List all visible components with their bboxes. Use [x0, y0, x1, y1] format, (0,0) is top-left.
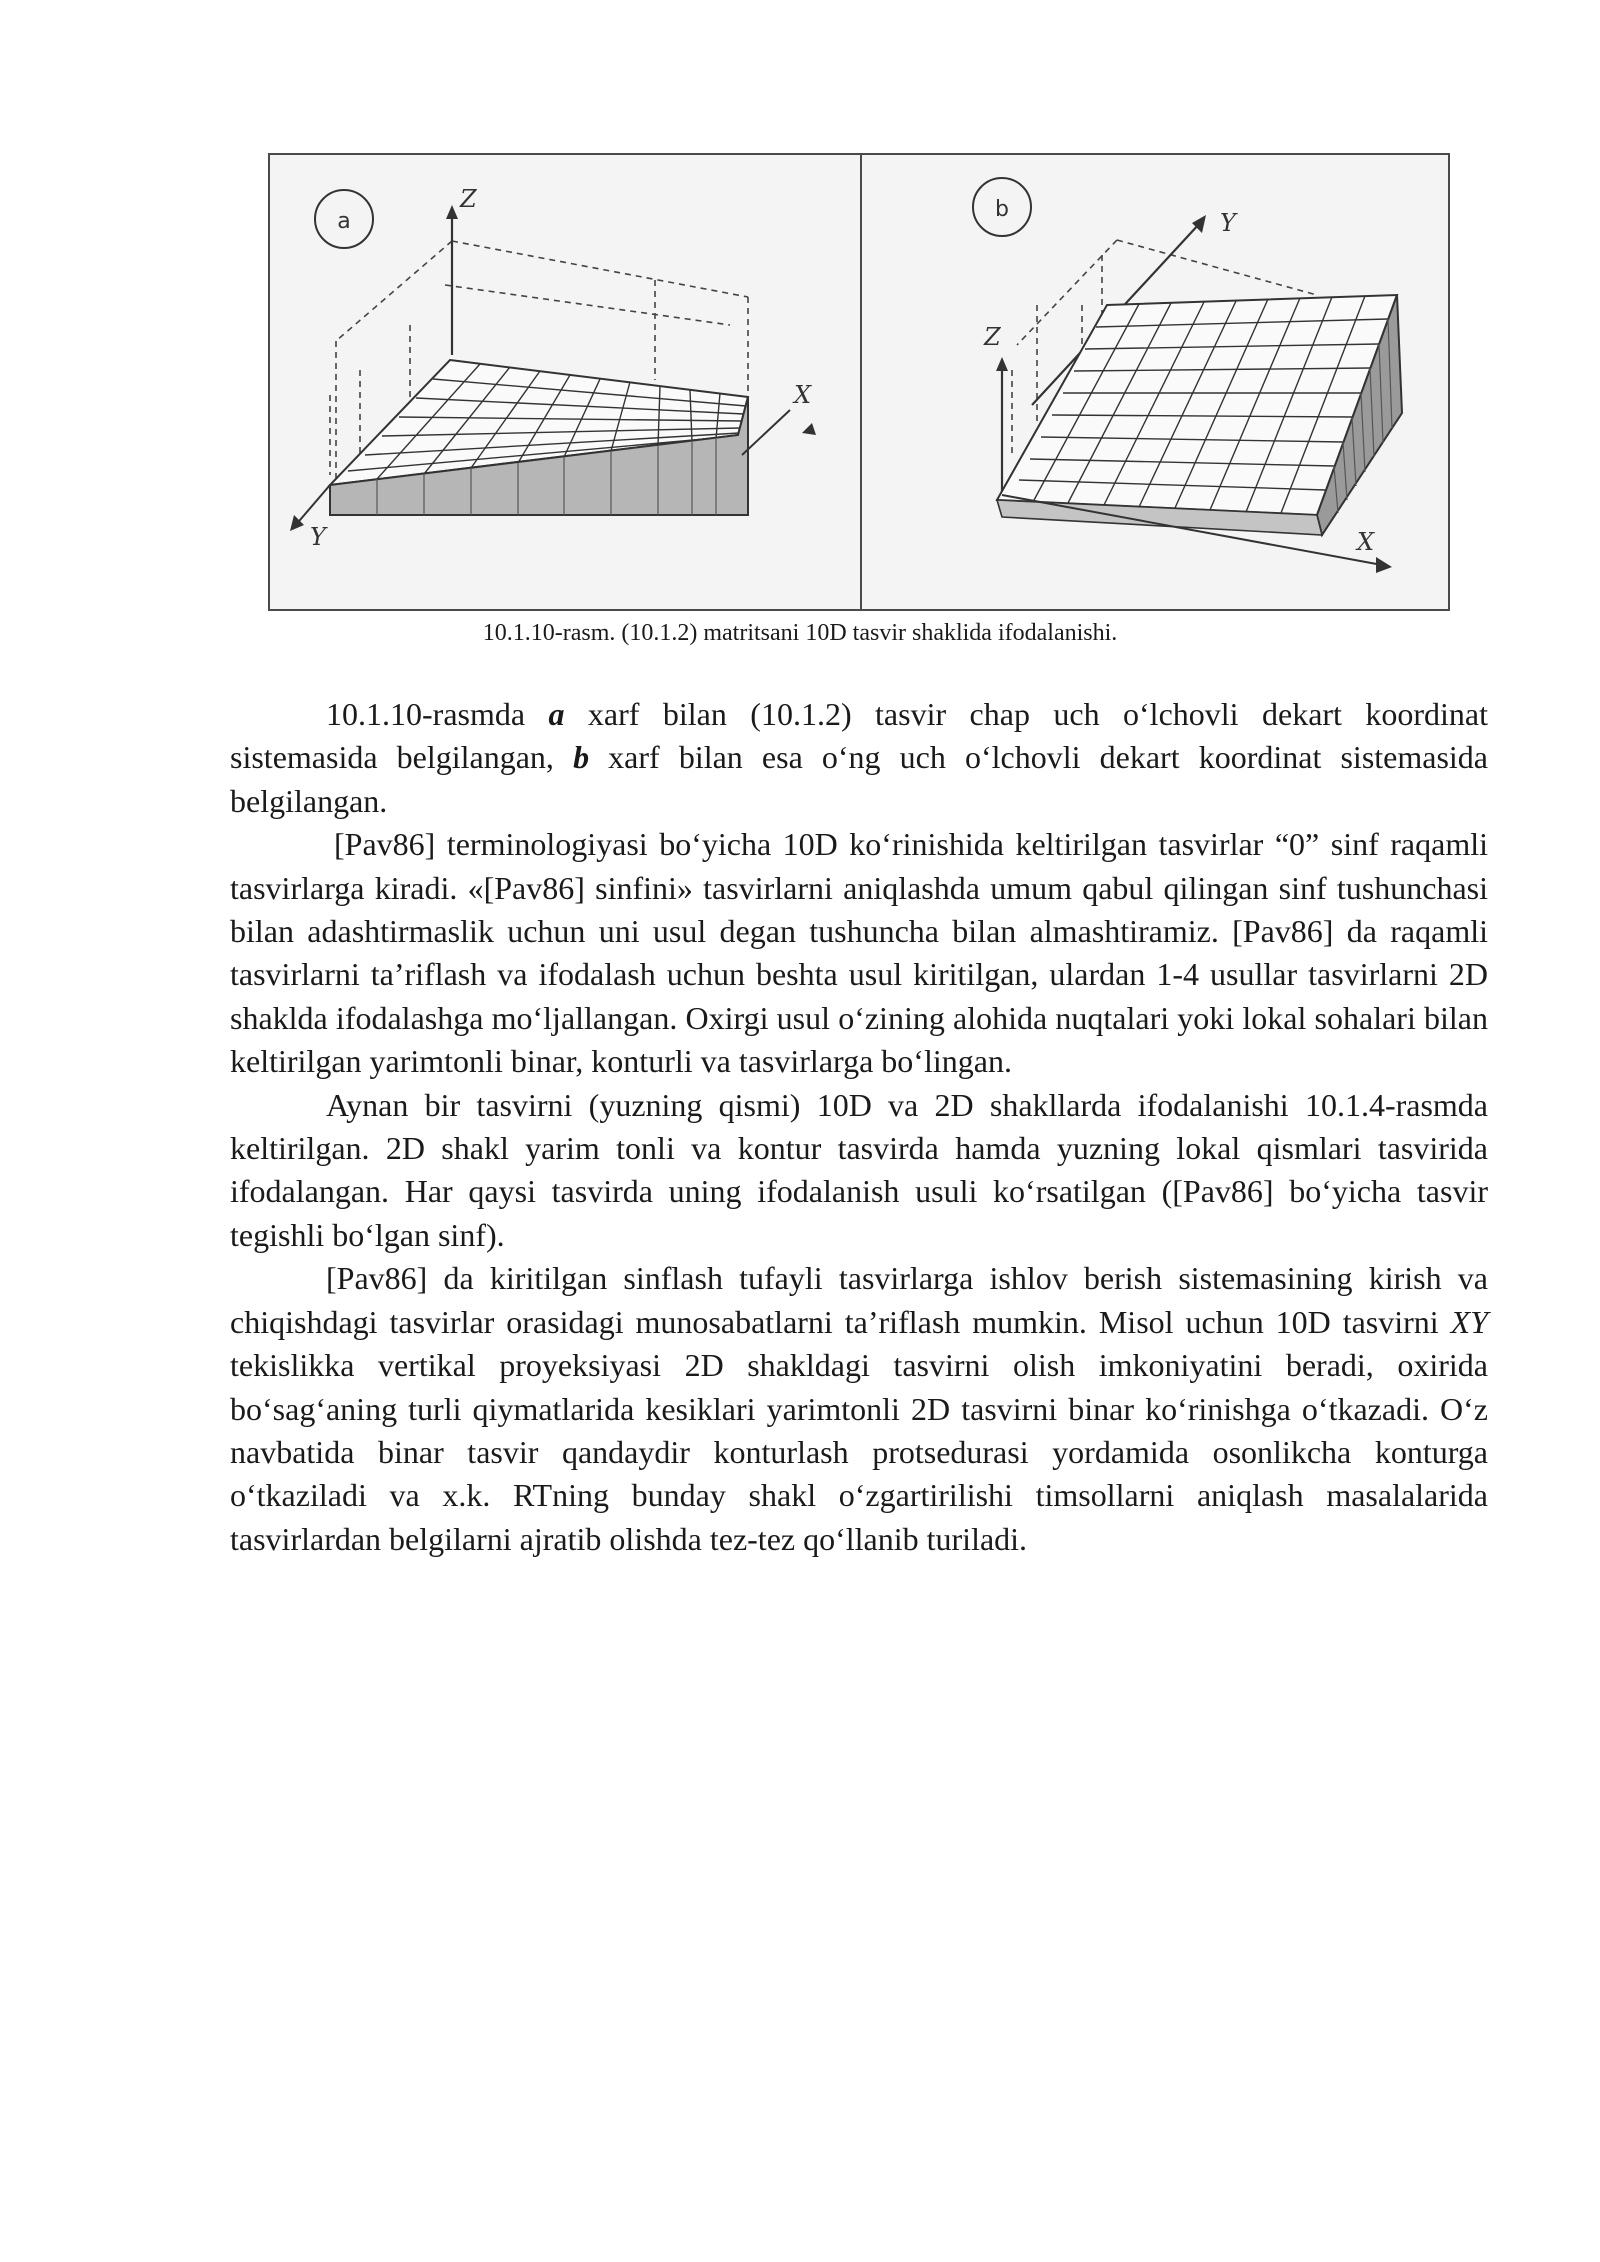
paragraph-4-start: [Pav86] da kiritilgan sinflash tufayli tasvirlarga ishlov berish sistemasining kirish va chiqishdagi tasvirlar orasidagi munosabatlarni ta’riflash mumkin. Misol uchun 10D tasvirni [230, 1260, 1488, 1340]
panel-b-z-label: Z [984, 323, 1001, 351]
surface-plot-b [862, 155, 1452, 613]
panel-b-x-label: X [1357, 528, 1375, 556]
panel-b-z-arrow [996, 357, 1008, 371]
panel-a-z-arrow [446, 205, 458, 219]
xy-term: XY [1450, 1303, 1488, 1340]
panel-a-x-axis [742, 410, 790, 455]
paragraph-2: [Pav86] terminologiyasi bo‘yicha 10D ko‘rinishida keltirilgan tasvirlar “0” sinf raqamli tasvirlarga kiradi. «[Pav86] sinfini» tasvirlarni aniqlashda umum qabul qilingan sinf tushunchasi bilan adashtirmaslik uchun uni usul degan tushuncha bilan almashtiramiz. [Pav86] da raqamli tasvirlarni ta’riflash va ifodalash uchun beshta usul kiritilgan, ulardan 1-4 usullar tasvirlarni 2D shaklda ifodalashga mo‘ljallangan. Oxirgi usul o‘zining alohida nuqtalari yoki lokal sohalari bilan keltirilgan yarimtonli binar, konturli va tasvirlarga bo‘lingan. [230, 826, 1488, 1080]
paragraph-4 [230, 1257, 1488, 1561]
paragraph-4-end: tekislikka vertikal proyeksiyasi 2D shakldagi tasvirni olish imkoniyatini beradi, oxirida bo‘sag‘aning turli qiymatlarida kesiklari yarimtonli 2D tasvirni binar ko‘rinishga o‘tkazadi. O‘z navbatida binar tasvir qandaydir konturlash protsedurasi yordamida osonlikcha konturga o‘tkaziladi va x.k. RTning bunday shakl o‘zgartirilishi timsollarni aniqlash masalalarida tasvirlardan belgilarni ajratib olishda tez-tez qo‘llanib turiladi. [230, 1347, 1488, 1557]
panel-a-badge: a [337, 209, 351, 234]
figure-panel-a [268, 153, 862, 611]
panel-a-z-label: Z [460, 185, 477, 213]
panel-a-x-arrow [802, 423, 816, 435]
figure-panel-b [860, 153, 1450, 611]
panel-b-x-arrow [1376, 557, 1392, 573]
body-text [230, 693, 1488, 1561]
paragraph-1-start: 10.1.10-rasmda [326, 696, 549, 732]
paragraph-1-middle: xarf bilan (10.1.2) tasvir chap uch o‘lchovli dekart koordinat sistemasida belgilangan, [230, 696, 1489, 776]
paragraph-1 [230, 693, 1488, 823]
surface-plot-a [270, 155, 864, 613]
letter-a: a [548, 696, 565, 732]
figure-caption: 10.1.10-rasm. (10.1.2) matritsani 10D tasvir shaklida ifodalanishi. [482, 620, 1118, 646]
panel-a-x-label: X [794, 381, 812, 409]
panel-a-y-label: Y [310, 523, 326, 551]
letter-b: b [573, 739, 590, 776]
paragraph-3: Aynan bir tasvirni (yuzning qismi) 10D va 2D shakllarda ifodalanishi 10.1.4-rasmda keltirilgan. 2D shakl yarim tonli va kontur tasvirda hamda yuzning lokal qismlari tasvirida ifodalangan. Har qaysi tasvirda uning ifodalanish usuli ko‘rsatilgan ([Pav86] bo‘yicha tasvir tegishli bo‘lgan sinf). [230, 1086, 1488, 1253]
panel-b-y-label: Y [1220, 209, 1236, 237]
figure [268, 153, 1450, 611]
panel-b-badge: b [995, 197, 1009, 222]
paragraph-1-end: xarf bilan esa o‘ng uch o‘lchovli dekart koordinat sistemasida belgilangan. [230, 739, 1489, 819]
